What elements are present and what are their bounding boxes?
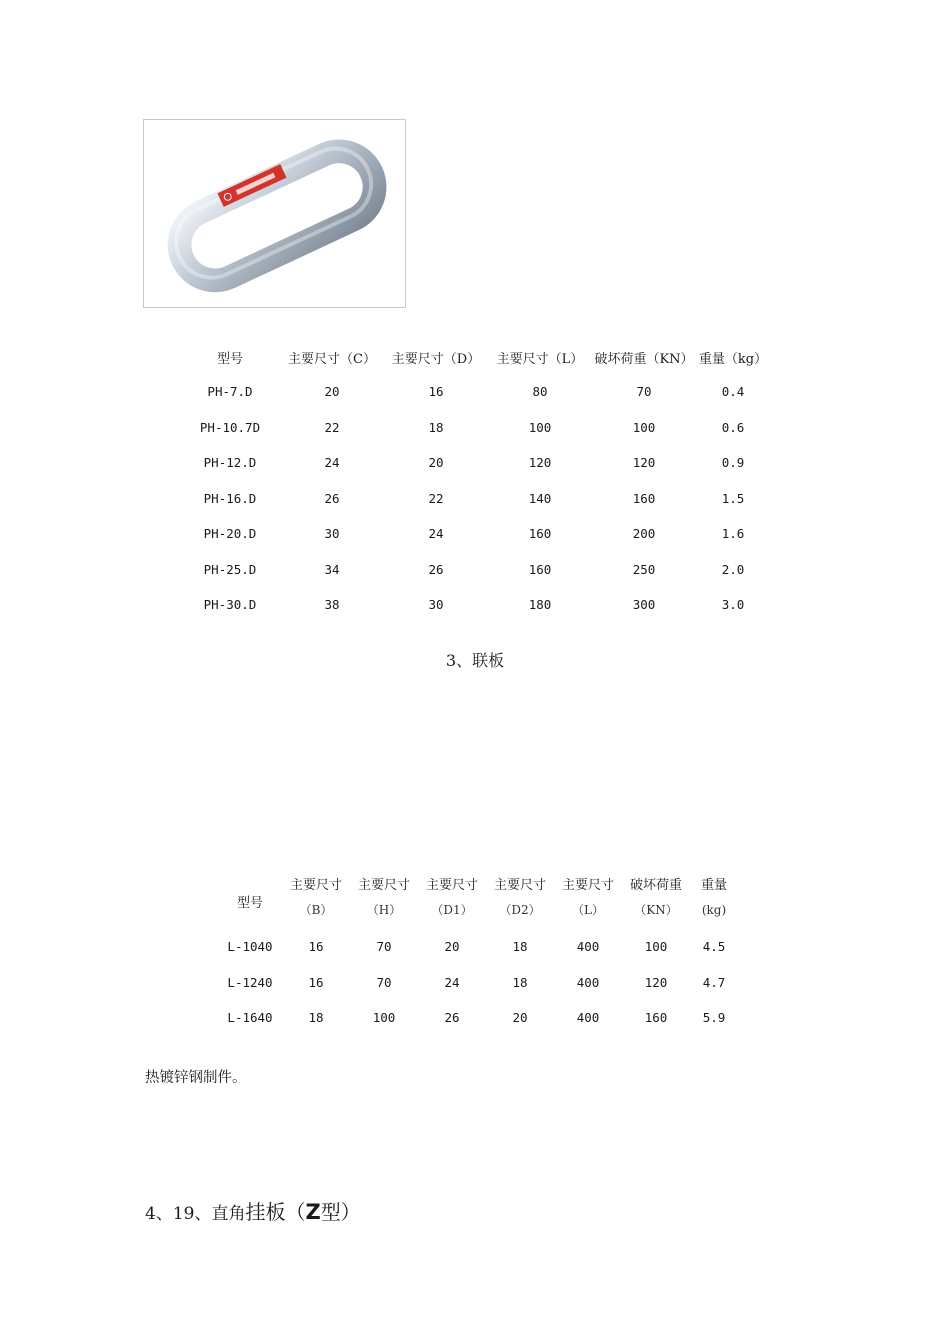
cell-break-load: 160 (644, 1010, 668, 1026)
col-header-dim-d2 (486, 873, 554, 929)
section4-z-letter: Z (305, 1200, 321, 1224)
col-header-line2: （KN） (634, 903, 678, 917)
cell-dim-d: 18 (428, 419, 444, 435)
col-header-model (218, 873, 282, 929)
col-header-line1: 重量 (700, 878, 727, 893)
cell-dim-l: 180 (528, 597, 552, 613)
section-heading-right-angle-hanging-plate (145, 1196, 361, 1225)
cell-weight: 4.7 (702, 974, 726, 990)
cell-model: PH-20.D (203, 526, 257, 542)
col-header-break-load (622, 873, 690, 929)
table-row (180, 587, 770, 623)
cell-dim-b: 16 (308, 939, 324, 955)
col-header-model: 型号 (216, 351, 243, 367)
col-header-dim-c: 主要尺寸（C） (288, 351, 376, 367)
cell-dim-l: 400 (576, 974, 600, 990)
cell-model: PH-10.7D (199, 419, 261, 435)
cell-break-load: 160 (632, 490, 656, 506)
cell-model: L-1640 (227, 1010, 273, 1026)
col-header-line2: （L） (572, 903, 604, 917)
cell-break-load: 250 (632, 561, 656, 577)
col-header-dim-d1 (418, 873, 486, 929)
table-row (218, 965, 738, 1001)
oval-link-illustration (144, 120, 405, 307)
col-header-weight: 重量（kg） (698, 351, 768, 367)
cell-model: PH-30.D (203, 597, 257, 613)
cell-dim-h: 70 (376, 974, 392, 990)
cell-break-load: 200 (632, 526, 656, 542)
table-row (218, 929, 738, 965)
col-header-line1: 主要尺寸 (357, 878, 410, 893)
col-header-line2: (kg) (701, 903, 727, 917)
cell-dim-l: 120 (528, 455, 552, 471)
cell-model: PH-7.D (207, 384, 253, 400)
ph-link-spec-table (180, 340, 770, 623)
cell-weight: 4.5 (702, 939, 726, 955)
cell-dim-l: 80 (532, 384, 548, 400)
col-header-line1: 主要尺寸 (425, 878, 478, 893)
cell-model: L-1240 (227, 974, 273, 990)
yoke-plate-spec-table (218, 873, 738, 1036)
cell-break-load: 120 (644, 974, 668, 990)
cell-break-load: 100 (632, 419, 656, 435)
table-header-row (180, 340, 770, 374)
col-header-line1: 主要尺寸 (289, 878, 342, 893)
table-row (180, 374, 770, 410)
cell-weight: 0.6 (721, 419, 745, 435)
cell-dim-d2: 18 (512, 939, 528, 955)
cell-weight: 5.9 (702, 1010, 726, 1026)
cell-dim-b: 16 (308, 974, 324, 990)
cell-dim-d: 26 (428, 561, 444, 577)
cell-dim-d1: 24 (444, 974, 460, 990)
table-row (180, 552, 770, 588)
cell-dim-d: 16 (428, 384, 444, 400)
section4-suffix: 型） (320, 1200, 361, 1224)
col-header-dim-l (554, 873, 622, 929)
col-header-line2: （D1） (431, 903, 473, 917)
cell-dim-h: 70 (376, 939, 392, 955)
col-header-dim-l: 主要尺寸（L） (496, 351, 584, 367)
cell-dim-l: 100 (528, 419, 552, 435)
col-header-line1: 主要尺寸 (493, 878, 546, 893)
col-header-dim-d: 主要尺寸（D） (391, 351, 481, 367)
col-header-break-load: 破坏荷重（KN） (594, 351, 694, 367)
table-row (180, 516, 770, 552)
table-row (180, 445, 770, 481)
cell-dim-d2: 20 (512, 1010, 528, 1026)
col-header-line2: （B） (299, 903, 333, 917)
cell-dim-b: 18 (308, 1010, 324, 1026)
cell-model: PH-25.D (203, 561, 257, 577)
cell-model: PH-16.D (203, 490, 257, 506)
table-header-row (218, 873, 738, 929)
col-header-line2: （D2） (499, 903, 541, 917)
cell-break-load: 100 (644, 939, 668, 955)
section4-main: 挂板（ (245, 1200, 306, 1224)
cell-dim-c: 38 (324, 597, 340, 613)
cell-dim-d: 30 (428, 597, 444, 613)
cell-dim-c: 30 (324, 526, 340, 542)
cell-dim-c: 24 (324, 455, 340, 471)
cell-dim-c: 34 (324, 561, 340, 577)
col-header-line1: 主要尺寸 (561, 878, 614, 893)
cell-dim-l: 160 (528, 526, 552, 542)
cell-weight: 3.0 (721, 597, 745, 613)
cell-dim-d2: 18 (512, 974, 528, 990)
section4-prefix: 4、19、直角 (145, 1204, 246, 1224)
product-photo-ph-extension-link (143, 119, 406, 308)
cell-weight: 2.0 (721, 561, 745, 577)
cell-dim-d: 24 (428, 526, 444, 542)
cell-model: PH-12.D (203, 455, 257, 471)
table-row (218, 1000, 738, 1036)
cell-dim-l: 160 (528, 561, 552, 577)
cell-break-load: 120 (632, 455, 656, 471)
col-header-dim-b (282, 873, 350, 929)
cell-break-load: 70 (636, 384, 652, 400)
cell-weight: 0.9 (721, 455, 745, 471)
cell-break-load: 300 (632, 597, 656, 613)
table-row (180, 481, 770, 517)
cell-dim-c: 22 (324, 419, 340, 435)
cell-dim-c: 26 (324, 490, 340, 506)
section-heading-yoke-plate: 3、联板 (445, 651, 505, 670)
col-header-model-label: 型号 (236, 895, 263, 911)
cell-dim-d: 20 (428, 455, 444, 471)
cell-model: L-1040 (227, 939, 273, 955)
cell-dim-h: 100 (372, 1010, 396, 1026)
cell-dim-l: 400 (576, 939, 600, 955)
cell-dim-c: 20 (324, 384, 340, 400)
table-row (180, 410, 770, 446)
cell-weight: 1.6 (721, 526, 745, 542)
cell-dim-d: 22 (428, 490, 444, 506)
col-header-dim-h (350, 873, 418, 929)
material-note: 热镀锌钢制件。 (145, 1070, 247, 1086)
cell-dim-d1: 26 (444, 1010, 460, 1026)
cell-dim-l: 140 (528, 490, 552, 506)
cell-dim-l: 400 (576, 1010, 600, 1026)
col-header-line2: （H） (366, 903, 402, 917)
col-header-line1: 破坏荷重 (629, 878, 682, 893)
cell-weight: 0.4 (721, 384, 745, 400)
cell-dim-d1: 20 (444, 939, 460, 955)
col-header-weight (690, 873, 738, 929)
cell-weight: 1.5 (721, 490, 745, 506)
